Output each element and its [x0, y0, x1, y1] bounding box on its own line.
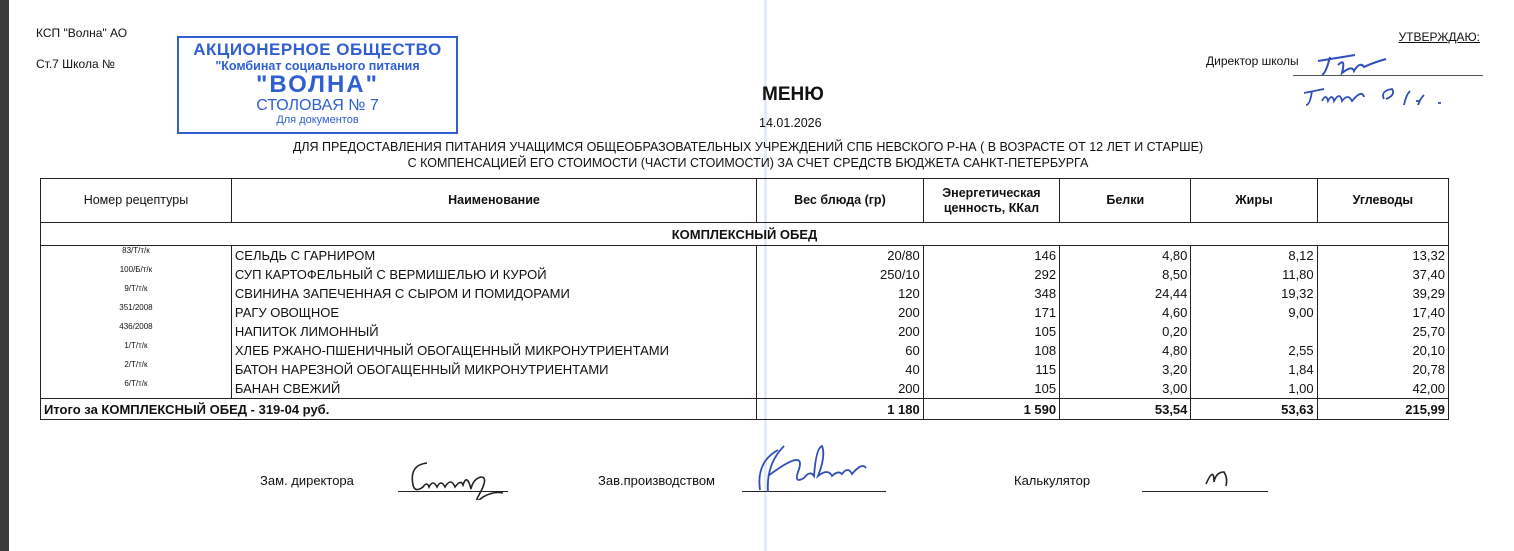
- row-code: 351/2008: [41, 303, 232, 322]
- row-kcal: 348: [923, 284, 1059, 303]
- total-weight: 1 180: [757, 399, 924, 420]
- header-name: Наименование: [231, 179, 756, 223]
- stamp-line-2: "Комбинат социального питания: [215, 59, 420, 73]
- section-row: [41, 223, 1449, 246]
- row-carbs: 20,78: [1317, 360, 1448, 379]
- table-row: [41, 246, 1449, 266]
- row-kcal: 115: [923, 360, 1059, 379]
- stamp-line-4: СТОЛОВАЯ № 7: [256, 97, 379, 114]
- row-name: ХЛЕБ РЖАНО-ПШЕНИЧНЫЙ ОБОГАЩЕННЫЙ МИКРОНУТРИЕНТАМИ: [231, 341, 756, 360]
- org-name: КСП "Волна" АО: [36, 26, 128, 40]
- document-title: МЕНЮ: [762, 84, 824, 105]
- row-fat: 9,00: [1191, 303, 1317, 322]
- row-fat: 8,12: [1191, 246, 1317, 266]
- calculator-signature-line: [1142, 491, 1268, 492]
- row-kcal: 171: [923, 303, 1059, 322]
- total-kcal: 1 590: [923, 399, 1059, 420]
- row-protein: 4,80: [1060, 341, 1191, 360]
- deputy-label: Зам. директора: [260, 473, 354, 488]
- row-carbs: 42,00: [1317, 379, 1448, 399]
- row-carbs: 17,40: [1317, 303, 1448, 322]
- menu-table: [40, 178, 1449, 420]
- row-protein: 0,20: [1060, 322, 1191, 341]
- table-row: [41, 265, 1449, 284]
- row-protein: 3,20: [1060, 360, 1191, 379]
- table-row: [41, 322, 1449, 341]
- total-protein: 53,54: [1060, 399, 1191, 420]
- row-fat: [1191, 322, 1317, 341]
- stamp-line-3: "ВОЛНА": [255, 71, 380, 98]
- deputy-signature: [405, 455, 520, 500]
- total-carbs: 215,99: [1317, 399, 1448, 420]
- row-fat: 11,80: [1191, 265, 1317, 284]
- header-carbs: Углеводы: [1317, 179, 1448, 223]
- row-code: 100/Б/т/к: [41, 265, 232, 284]
- row-kcal: 292: [923, 265, 1059, 284]
- row-weight: 200: [757, 303, 924, 322]
- stamp-line-1: АКЦИОНЕРНОЕ ОБЩЕСТВО: [193, 40, 442, 59]
- director-signature: [1300, 43, 1460, 113]
- stamp-line-5: Для документов: [276, 114, 359, 126]
- row-weight: 200: [757, 322, 924, 341]
- row-kcal: 146: [923, 246, 1059, 266]
- document-subtitle-1: ДЛЯ ПРЕДОСТАВЛЕНИЯ ПИТАНИЯ УЧАЩИМСЯ ОБЩЕОБРАЗОВАТЕЛЬНЫХ УЧРЕЖДЕНИЙ СПБ НЕВСКОГО Р-НА ( В ВОЗРАСТЕ ОТ 12 ЛЕТ И СТАРШЕ): [292, 140, 1204, 154]
- row-weight: 120: [757, 284, 924, 303]
- row-weight: 40: [757, 360, 924, 379]
- row-code: 9/Т/т/к: [41, 284, 232, 303]
- school-label: Ст.7 Школа №: [36, 57, 115, 71]
- row-weight: 60: [757, 341, 924, 360]
- total-fat: 53,63: [1191, 399, 1317, 420]
- row-name: СВИНИНА ЗАПЕЧЕННАЯ С СЫРОМ И ПОМИДОРАМИ: [231, 284, 756, 303]
- production-signature: [748, 436, 898, 506]
- header-protein: Белки: [1060, 179, 1191, 223]
- organization-stamp: [177, 36, 458, 134]
- row-code: 1/Т/т/к: [41, 341, 232, 360]
- row-name: СУП КАРТОФЕЛЬНЫЙ С ВЕРМИШЕЛЬЮ И КУРОЙ: [231, 265, 756, 284]
- table-row: [41, 303, 1449, 322]
- row-weight: 200: [757, 379, 924, 399]
- calculator-label: Калькулятор: [1014, 473, 1091, 488]
- row-weight: 20/80: [757, 246, 924, 266]
- row-weight: 250/10: [757, 265, 924, 284]
- row-fat: 1,84: [1191, 360, 1317, 379]
- row-carbs: 20,10: [1317, 341, 1448, 360]
- row-carbs: 39,29: [1317, 284, 1448, 303]
- header-weight: Вес блюда (гр): [757, 179, 924, 223]
- table-row: [41, 360, 1449, 379]
- row-carbs: 37,40: [1317, 265, 1448, 284]
- row-code: 436/2008: [41, 322, 232, 341]
- row-protein: 3,00: [1060, 379, 1191, 399]
- row-fat: 1,00: [1191, 379, 1317, 399]
- row-fat: 19,32: [1191, 284, 1317, 303]
- document-subtitle-2: С КОМПЕНСАЦИЕЙ ЕГО СТОИМОСТИ (ЧАСТИ СТОИМОСТИ) ЗА СЧЕТ СРЕДСТВ БЮДЖЕТА САНКТ-ПЕТЕРБУРГА: [407, 156, 1089, 170]
- approval-title: УТВЕРЖДАЮ:: [1398, 30, 1480, 44]
- calculator-signature: [1202, 466, 1242, 490]
- row-protein: 4,60: [1060, 303, 1191, 322]
- table-row: [41, 341, 1449, 360]
- row-carbs: 25,70: [1317, 322, 1448, 341]
- row-name: БАНАН СВЕЖИЙ: [231, 379, 756, 399]
- row-name: НАПИТОК ЛИМОННЫЙ: [231, 322, 756, 341]
- total-label: Итого за КОМПЛЕКСНЫЙ ОБЕД - 319-04 руб.: [41, 399, 757, 420]
- header-kcal: Энергетическая ценность, ККал: [923, 179, 1059, 223]
- table-header-row: [41, 179, 1449, 223]
- row-kcal: 105: [923, 379, 1059, 399]
- document-date: 14.01.2026: [759, 116, 822, 130]
- row-kcal: 108: [923, 341, 1059, 360]
- row-code: 6/Т/т/к: [41, 379, 232, 399]
- row-carbs: 13,32: [1317, 246, 1448, 266]
- header-fat: Жиры: [1191, 179, 1317, 223]
- header-code: Номер рецептуры: [41, 179, 232, 223]
- row-fat: 2,55: [1191, 341, 1317, 360]
- table-row: [41, 379, 1449, 399]
- scan-edge: [0, 0, 9, 551]
- approval-role: Директор школы: [1206, 54, 1299, 68]
- production-label: Зав.производством: [598, 473, 715, 488]
- row-name: БАТОН НАРЕЗНОЙ ОБОГАЩЕННЫЙ МИКРОНУТРИЕНТАМИ: [231, 360, 756, 379]
- row-protein: 8,50: [1060, 265, 1191, 284]
- row-kcal: 105: [923, 322, 1059, 341]
- row-name: РАГУ ОВОЩНОЕ: [231, 303, 756, 322]
- row-name: СЕЛЬДЬ С ГАРНИРОМ: [231, 246, 756, 266]
- row-protein: 24,44: [1060, 284, 1191, 303]
- total-row: [41, 399, 1449, 420]
- section-title: КОМПЛЕКСНЫЙ ОБЕД: [41, 223, 1449, 246]
- row-protein: 4,80: [1060, 246, 1191, 266]
- row-code: 2/Т/т/к: [41, 360, 232, 379]
- table-row: [41, 284, 1449, 303]
- row-code: 83/Т/т/к: [41, 246, 232, 266]
